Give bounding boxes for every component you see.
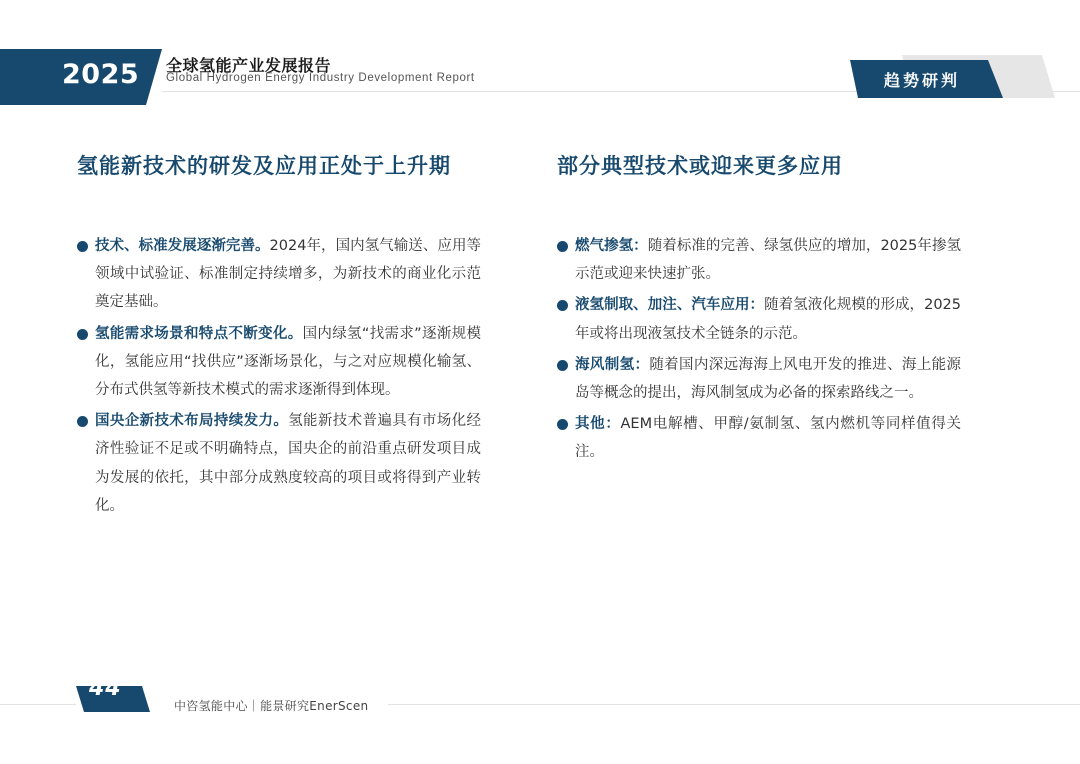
item-lead: 燃气掺氢：	[575, 238, 648, 254]
list-item	[557, 351, 961, 407]
item-text: 随着国内深远海海上风电开发的推进、海上能源岛等概念的提出，海风制氢成为必备的探索路线之一。	[575, 356, 962, 402]
bullet-dot-icon	[77, 241, 88, 252]
page-number: 44	[89, 676, 122, 701]
list-item	[557, 410, 961, 466]
bullet-dot-icon	[557, 241, 568, 252]
report-year: 2025	[62, 59, 140, 90]
list-item	[77, 232, 481, 317]
page-header	[0, 0, 1080, 110]
item-text: 氢能新技术普遍具有市场化经济性验证不足或不明确特点，国央企的前沿重点研发项目成为发展的依托，其中部分成熟度较高的项目或将得到产业转化。	[95, 413, 482, 514]
list-item	[77, 320, 481, 405]
left-bullet-list	[77, 232, 481, 523]
item-lead: 其他：	[575, 416, 621, 433]
item-text: AEM电解槽、甲醇/氨制氢、氢内燃机等同样值得关注。	[575, 416, 962, 461]
list-item	[557, 232, 961, 288]
right-column-title: 部分典型技术或迎来更多应用	[557, 154, 843, 178]
item-lead: 国央企新技术布局持续发力。	[95, 413, 289, 430]
item-text: 随着氢液化规模的形成，2025年或将出现液氢技术全链条的示范。	[575, 297, 961, 342]
item-text: 随着标准的完善、绿氢供应的增加，2025年掺氢示范或迎来快速扩张。	[575, 238, 961, 283]
bullet-dot-icon	[77, 329, 88, 340]
list-item	[557, 291, 961, 347]
list-item	[77, 407, 481, 520]
bullet-dot-icon	[77, 416, 88, 427]
bullet-dot-icon	[557, 419, 568, 430]
item-lead: 技术、标准发展逐渐完善。	[95, 238, 270, 254]
section-tag: 趋势研判	[884, 71, 961, 90]
bullet-dot-icon	[557, 300, 568, 311]
footer-divider-right	[388, 704, 1080, 705]
left-column-title: 氢能新技术的研发及应用正处于上升期	[77, 154, 451, 178]
item-text: 2024年，国内氢气输送、应用等领域中试验证、标准制定持续增多，为新技术的商业化示范奠定基础。	[95, 238, 481, 311]
bullet-dot-icon	[557, 360, 568, 371]
item-lead: 液氢制取、加注、汽车应用：	[575, 297, 765, 314]
item-lead: 氢能需求场景和特点不断变化。	[95, 325, 303, 342]
report-title: 全球氢能产业发展报告	[166, 56, 332, 75]
footer-org: 中咨氢能中心｜能景研究EnerScen	[174, 699, 369, 713]
item-lead: 海风制氢：	[575, 356, 650, 373]
report-subtitle: Global Hydrogen Energy Industry Development Report	[166, 72, 475, 84]
right-bullet-list	[557, 232, 961, 470]
footer-divider-left	[0, 704, 76, 705]
item-text: 国内绿氢“找需求”逐渐规模化，氢能应用“找供应”逐渐场景化，与之对应规模化输氢、分布式供氢等新技术模式的需求逐渐得到体现。	[95, 325, 481, 399]
